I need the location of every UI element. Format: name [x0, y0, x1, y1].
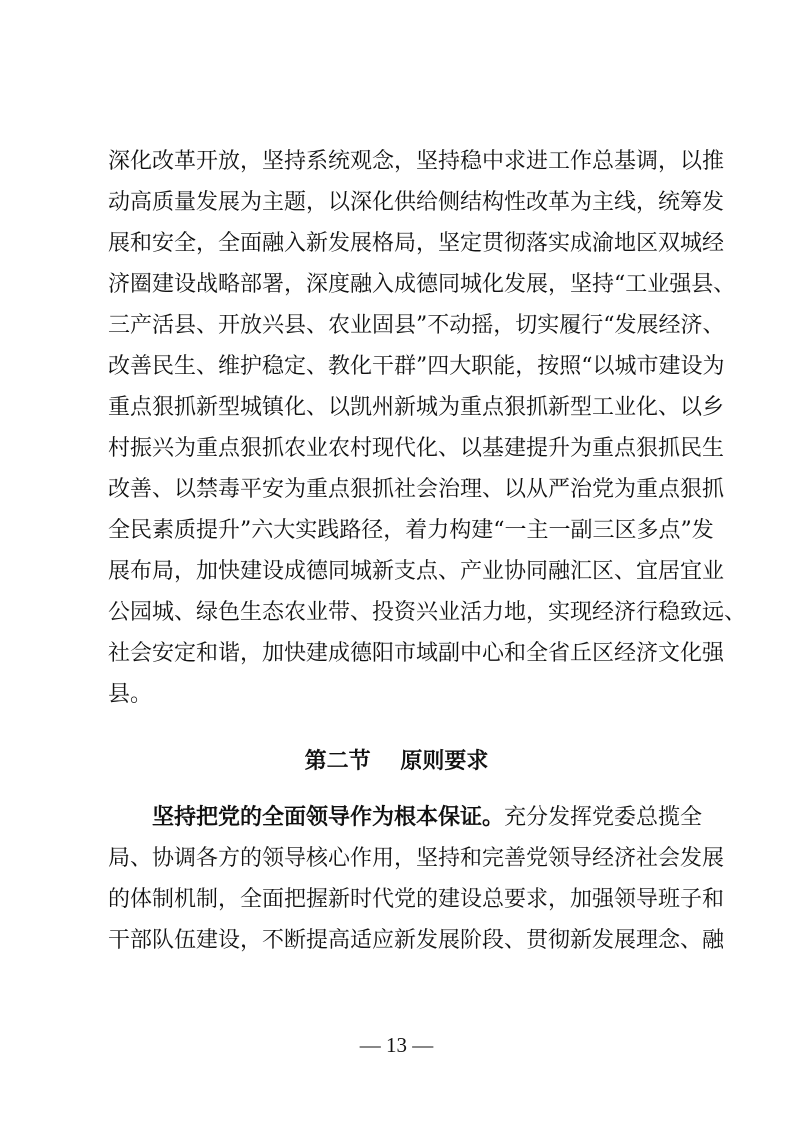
- paragraph-line: 社会安定和谐，加快建成德阳市域副中心和全省丘区经济文化强: [108, 641, 725, 666]
- paragraph-first-rest: 充分发挥党委总揽全: [504, 805, 703, 830]
- page-number: — 13 —: [359, 1033, 434, 1057]
- paragraph-line: 三产活县、开放兴县、农业固县”不动摇，切实履行“发展经济、: [108, 313, 725, 338]
- paragraph-line: 改善、以禁毒平安为重点狠抓社会治理、以从严治党为重点狠抓: [108, 477, 725, 502]
- paragraph-first-line: [152, 798, 703, 838]
- paragraph-line: 重点狠抓新型城镇化、以凯州新城为重点狠抓新型工业化、以乡: [108, 395, 725, 420]
- paragraph-line: 动高质量发展为主题，以深化供给侧结构性改革为主线，统筹发: [108, 190, 725, 215]
- paragraph-line: 改善民生、维护稳定、教化干群”四大职能，按照“以城市建设为: [108, 354, 725, 379]
- paragraph-line: 村振兴为重点狠抓农业农村现代化、以基建提升为重点狠抓民生: [108, 436, 725, 461]
- section-heading: 第二节 原则要求: [304, 749, 489, 774]
- paragraph-line: 公园城、绿色生态农业带、投资兴业活力地，实现经济行稳致远、: [108, 600, 747, 625]
- paragraph-line: 干部队伍建设，不断提高适应新发展阶段、贯彻新发展理念、融: [108, 928, 725, 953]
- paragraph-line: 全民素质提升”六大实践路径，着力构建“一主一副三区多点”发: [108, 518, 714, 543]
- paragraph-line: 济圈建设战略部署，深度融入成德同城化发展，坚持“工业强县、: [108, 272, 736, 297]
- paragraph-line: 深化改革开放，坚持系统观念，坚持稳中求进工作总基调，以推: [108, 149, 725, 174]
- paragraph-line: 局、协调各方的领导核心作用，坚持和完善党领导经济社会发展: [108, 846, 725, 871]
- paragraph-lead-bold: 坚持把党的全面领导作为根本保证。: [152, 805, 505, 830]
- paragraph-line: 县。: [108, 682, 153, 707]
- paragraph-line: 展布局，加快建设成德同城新支点、产业协同融汇区、宜居宜业: [108, 559, 725, 584]
- paragraph-line: 的体制机制，全面把握新时代党的建设总要求，加强领导班子和: [108, 887, 725, 912]
- paragraph-line: 展和安全，全面融入新发展格局，坚定贯彻落实成渝地区双城经: [108, 231, 725, 256]
